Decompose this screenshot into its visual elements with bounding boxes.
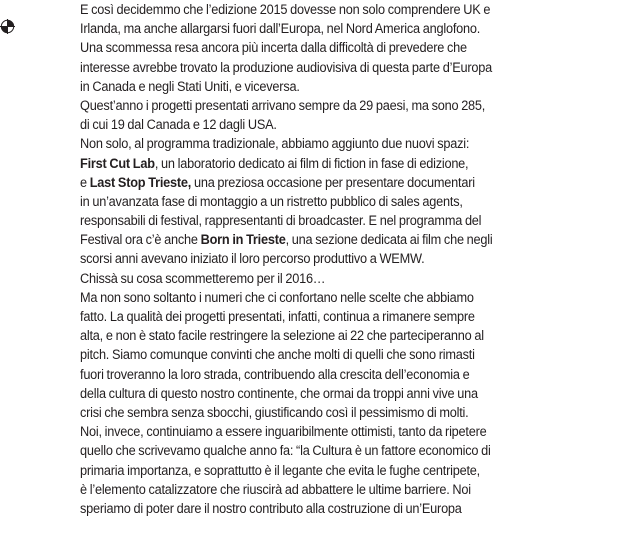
text-line xyxy=(80,192,619,211)
text-line xyxy=(80,96,619,115)
text-run: in un’avanzata fase di montaggio a un ristretto pubblico di sales agents, xyxy=(80,192,463,209)
text-run: Noi, invece, continuiamo a essere inguaribilmente ottimisti, tanto da ripetere xyxy=(80,423,487,440)
text-line xyxy=(80,77,619,96)
text-line xyxy=(80,461,619,480)
bold-text: Last Stop Trieste, xyxy=(89,173,192,190)
text-run: Quest’anno i progetti presentati arrivano sempre da 29 paesi, ma sono 285, xyxy=(80,96,486,113)
text-run: in Canada e negli Stati Uniti, e viceversa. xyxy=(80,77,300,94)
text-line xyxy=(80,269,619,288)
text-run: , un laboratorio dedicato ai film di fiction in fase di edizione, xyxy=(154,154,469,171)
text-run: Irlanda, ma anche allargarsi fuori dall’Europa, nel Nord America anglofono. xyxy=(80,20,481,37)
text-line xyxy=(80,288,619,307)
text-line xyxy=(80,441,619,460)
text-run: Non solo, al programma tradizionale, abbiamo aggiunto due nuovi spazi: xyxy=(80,135,470,152)
text-line xyxy=(80,422,619,441)
text-line xyxy=(80,173,619,192)
registration-mark-icon xyxy=(0,19,15,34)
text-run: E così decidemmo che l’edizione 2015 dovesse non solo comprendere UK e xyxy=(80,1,491,17)
text-run: scorsi anni avevano iniziato il loro percorso produttivo a WEMW. xyxy=(80,250,425,267)
text-run: quello che scrivevamo qualche anno fa: “la Cultura è un fattore economico di xyxy=(80,442,491,459)
text-run: speriamo di poter dare il nostro contributo alla costruzione di un’Europa xyxy=(80,499,462,516)
text-run: Chissà su cosa scommetteremo per il 2016… xyxy=(80,269,326,286)
text-line xyxy=(80,0,619,19)
text-run: Festival ora c’è anche xyxy=(80,231,201,248)
text-run: crisi che sembra senza sbocchi, giustificando così il pessimismo di molti. xyxy=(80,403,469,420)
text-run: è l’elemento catalizzatore che riuscirà ad abbattere le ultime barriere. Noi xyxy=(80,480,471,497)
text-run: alta, e non è stato facile restringere la selezione ai 22 che parteciperanno al xyxy=(80,327,484,344)
text-run: della cultura di questo nostro continente, che ormai da troppi anni vive una xyxy=(80,384,478,401)
text-line xyxy=(80,154,619,173)
text-run: , una sezione dedicata ai film che negli xyxy=(285,231,493,248)
text-line xyxy=(80,326,619,345)
text-run: fatto. La qualità dei progetti presentati, infatti, continua a rimanere sempre xyxy=(80,308,475,324)
text-run: Ma non sono soltanto i numeri che ci confortano nelle scelte che abbiamo xyxy=(80,288,474,305)
text-run: interesse avrebbe trovato la produzione audiovisiva di questa parte d’Europa xyxy=(80,58,492,75)
text-run: Una scommessa resa ancora più incerta dalla difficoltà di prevedere che xyxy=(80,39,467,56)
body-text xyxy=(80,0,619,518)
text-run: una preziosa occasione per presentare documentari xyxy=(191,173,475,190)
text-line xyxy=(80,307,619,326)
text-line xyxy=(80,134,619,153)
text-line xyxy=(80,38,619,57)
text-line xyxy=(80,499,619,518)
bold-text: First Cut Lab xyxy=(80,154,155,171)
text-line xyxy=(80,115,619,134)
text-line xyxy=(80,345,619,364)
text-run: primaria importanza, e soprattutto è il legante che evita le fughe centripete, xyxy=(80,461,480,478)
text-run: fuori troveranno la loro strada, contribuendo alla crescita dell’economia e xyxy=(80,365,470,382)
text-run: e xyxy=(80,173,90,190)
text-line xyxy=(80,480,619,499)
text-run: di cui 19 dal Canada e 12 dagli USA. xyxy=(80,116,277,133)
text-line xyxy=(80,19,619,38)
text-line xyxy=(80,384,619,403)
text-line xyxy=(80,58,619,77)
text-line xyxy=(80,230,619,249)
text-line xyxy=(80,211,619,230)
text-run: responsabili di festival, rappresentanti di broadcaster. E nel programma del xyxy=(80,212,482,229)
text-run: pitch. Siamo comunque convinti che anche molti di quelli che sono rimasti xyxy=(80,346,475,363)
text-line xyxy=(80,403,619,422)
bold-text: Born in Trieste xyxy=(200,231,286,248)
text-line xyxy=(80,365,619,384)
text-line xyxy=(80,249,619,268)
